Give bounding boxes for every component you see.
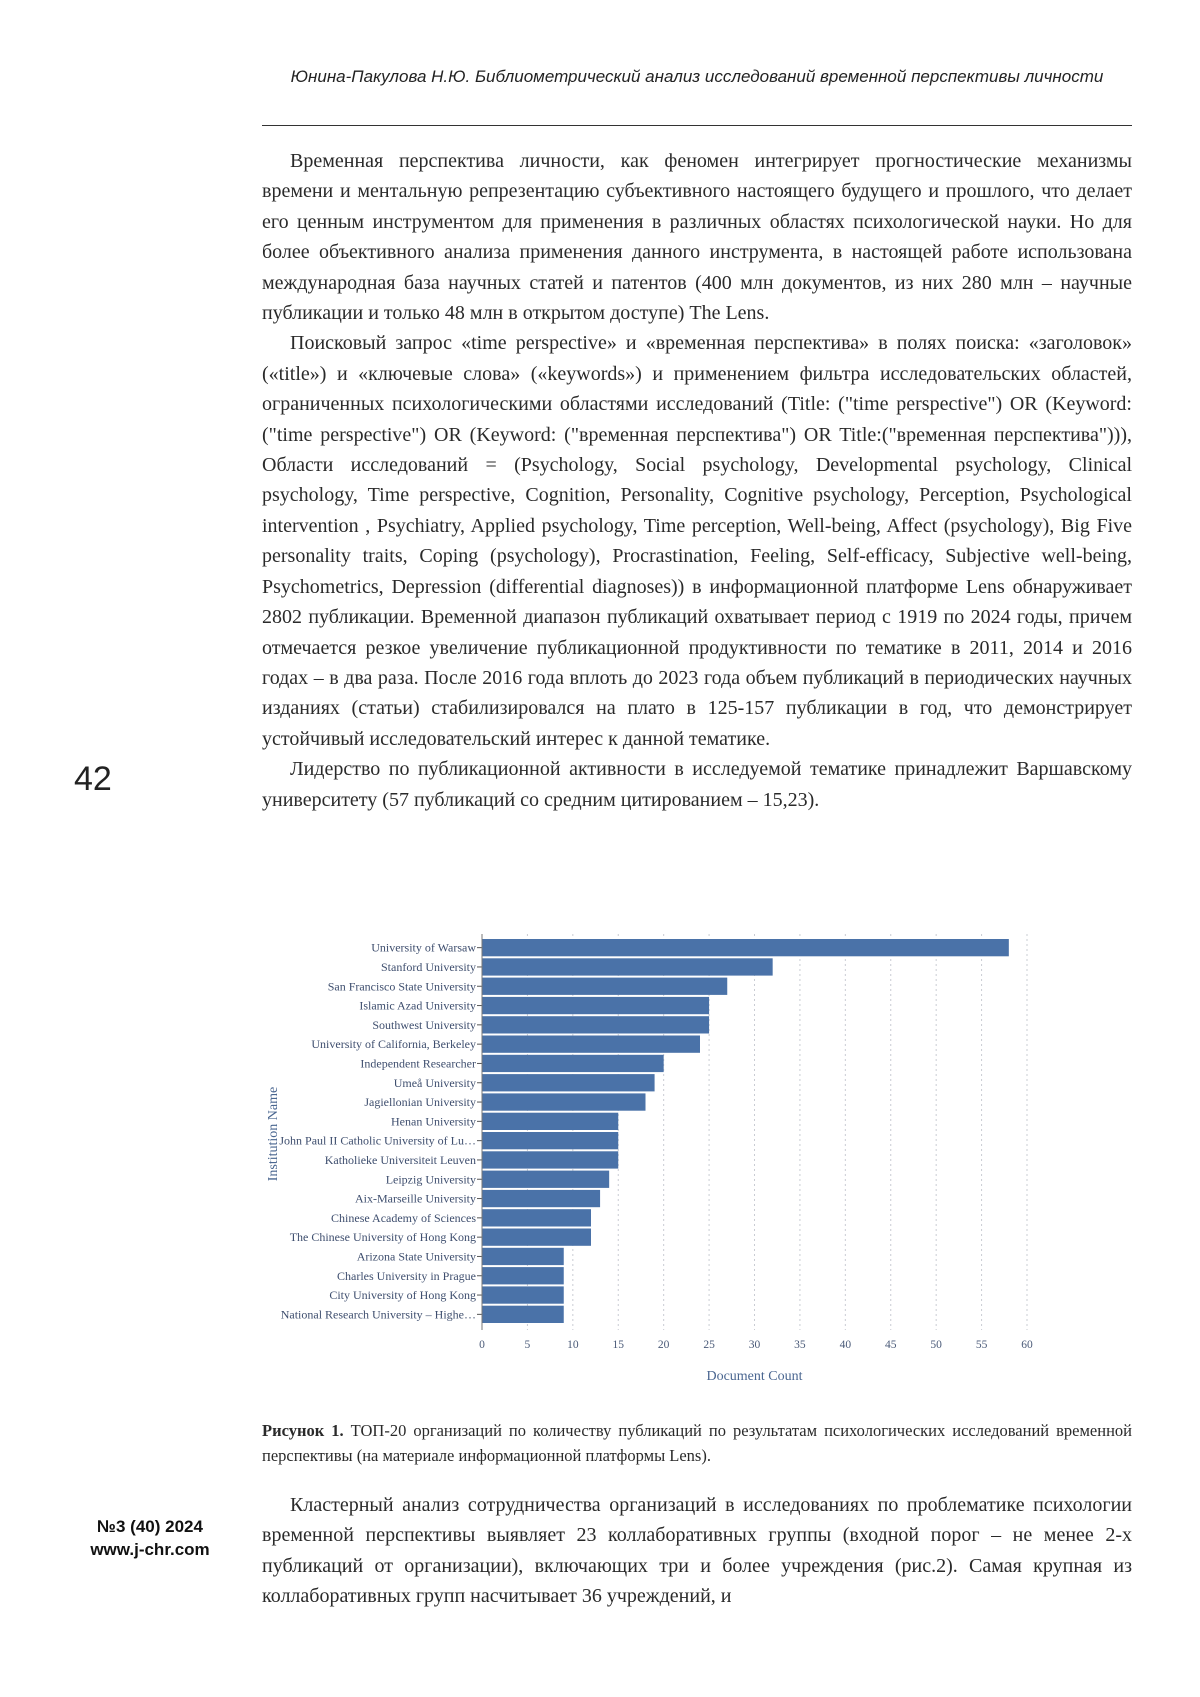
x-tick-label: 5 [524,1339,531,1351]
category-label: Stanford University [381,959,476,974]
category-label: Leipzig University [385,1172,476,1187]
x-tick-label: 30 [748,1339,761,1351]
category-label: National Research University – Highe… [280,1307,476,1322]
category-label: Chinese Academy of Sciences [331,1210,476,1225]
header-rule [262,125,1132,126]
x-tick-label: 50 [930,1339,942,1351]
page-number: 42 [74,760,112,798]
bar [482,1248,564,1265]
bar [482,1171,609,1188]
x-tick-label: 20 [657,1339,670,1351]
category-label: University of California, Berkeley [311,1037,476,1052]
bar [482,1055,664,1072]
x-tick-label: 0 [479,1339,485,1351]
bar [482,1016,709,1033]
bar [482,939,1009,956]
x-tick-label: 60 [1021,1339,1033,1351]
bar [482,1036,700,1053]
bar [482,997,709,1014]
paragraph: Поисковый запрос «time perspective» и «временная перспектива» в полях поиска: «заголовок» («title») и «ключевые слова» («keywords») и применением фильтра исследовательских областей, ограниченных психологическими областями исследований (Title: ("time perspective") OR (Keyword: ("time perspective") OR (Keyword: ("временная перспектива") OR Title:("временная перспектива"))), Области исследований = (Psychology, Social psychology, Developmental psychology, Clinical psychology, Time perspective, Cognition, Personality, Cognitive psychology, Perception, Psychological intervention , Psychiatry, Applied psychology, Time perception, Well-being, Affect (psychology), Big Five personality traits, Coping (psychology), Procrastination, Feeling, Self-efficacy, Subjective well-being, Psychometrics, Depression (differential diagnoses)) в информационной платформе Lens обнаруживает 2802 публикации. Временной диапазон публикаций охватывает период с 1919 по 2024 годы, причем отмечается резкое увеличение публикационной продуктивности по тематике в 2011, 2014 и 2016 годах – в два раза. После 2016 года вплоть до 2023 года объем публикаций в периодических научных изданиях (статьи) стабилизировался на плато в 125-157 публикации в год, что демонстрирует устойчивый исследовательский интерес к данной тематике. [262,332,1132,750]
category-label: City University of Hong Kong [329,1288,476,1303]
x-axis-title: Document Count [706,1369,803,1384]
paragraph: Лидерство по публикационной активности в исследуемой тематике принадлежит Варшавскому университету (57 публикаций со средним цитированием – 15,23). [262,758,1132,811]
bar [482,1306,564,1323]
x-tick-label: 55 [975,1339,988,1351]
category-label: Jagiellonian University [364,1095,476,1110]
bar [482,1209,591,1226]
x-tick-label: 40 [839,1339,852,1351]
bar [482,1093,646,1110]
category-label: John Paul II Catholic University of Lu… [279,1133,476,1148]
category-label: San Francisco State University [327,979,476,994]
category-label: Katholieke Universiteit Leuven [324,1152,476,1167]
category-label: Aix-Marseille University [355,1191,476,1206]
x-tick-label: 35 [794,1339,806,1351]
bar [482,1286,564,1303]
bar [482,1113,618,1130]
figure-1-chart [262,920,1132,1420]
y-axis-title: Institution Name [266,1086,281,1182]
bar [482,1229,591,1246]
x-tick-label: 45 [885,1339,897,1351]
category-label: Southwest University [372,1017,476,1032]
figure-caption [262,1418,1132,1468]
bar [482,1151,618,1168]
caption-text: ТОП-20 организаций по количеству публикаций по результатам психологических исследований временной перспективы (на материале информационной платформы Lens). [262,1421,1132,1465]
paragraph: Временная перспектива личности, как феномен интегрирует прогностические механизмы времени и ментальную репрезентацию субъективного настоящего будущего и прошлого, что делает его ценным инструментом для применения в различных областях психологической науки. Но для более объективного анализа применения данного инструмента, в настоящей работе использована международная база научных статей и патентов (400 млн документов, из них 280 млн – научные публикации и только 48 млн в открытом доступе) The Lens. [262,150,1132,325]
bar [482,958,773,975]
category-label: University of Warsaw [371,940,476,955]
bar [482,1190,600,1207]
article-body [262,146,1132,815]
bar [482,1132,618,1149]
bar [482,1074,655,1091]
running-header: Юнина-Пакулова Н.Ю. Библиометрический анализ исследований временной перспективы личности [290,67,1104,86]
x-tick-label: 25 [703,1339,715,1351]
continuation-text [262,1490,1132,1612]
category-label: Umeå University [393,1075,476,1090]
category-label: Henan University [391,1114,476,1129]
journal-issue: №3 (40) 2024 [97,1517,203,1536]
bar [482,978,727,995]
journal-site[interactable]: www.j-chr.com [90,1540,210,1559]
bar [482,1267,564,1284]
x-tick-label: 10 [567,1339,579,1351]
category-label: Arizona State University [356,1249,476,1264]
paragraph: Кластерный анализ сотрудничества организаций в исследованиях по проблематике психологии временной перспективы выявляет 23 коллаборативных группы (входной порог – не менее 2-х публикаций от организации), включающих три и более учреждения (рис.2). Самая крупная из коллаборативных групп насчитывает 36 учреждений, и [262,1494,1132,1608]
category-label: The Chinese University of Hong Kong [289,1230,476,1245]
caption-label: Рисунок 1. [262,1421,344,1440]
x-tick-label: 15 [612,1339,624,1351]
category-label: Charles University in Prague [337,1268,476,1283]
bar-chart [262,920,1132,1420]
category-label: Independent Researcher [360,1056,476,1071]
category-label: Islamic Azad University [359,998,476,1013]
journal-info [75,1515,225,1561]
